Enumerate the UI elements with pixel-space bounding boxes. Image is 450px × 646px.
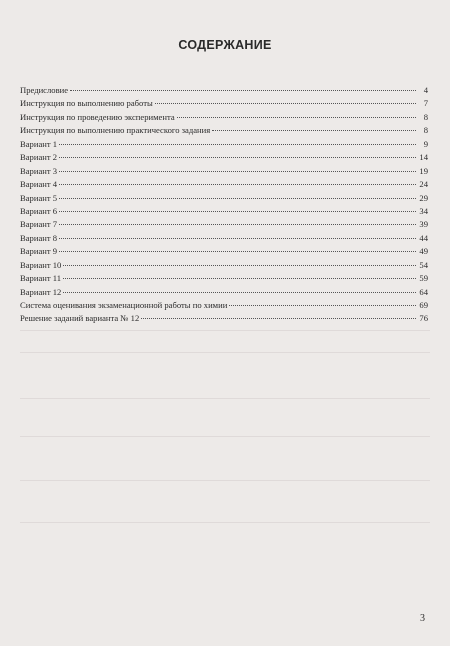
- toc-entry[interactable]: [20, 165, 428, 178]
- toc-entry-label: Система оценивания экзаменационной работы по химии: [20, 300, 228, 310]
- toc-entry[interactable]: [20, 259, 428, 272]
- bleed-through-line: [20, 352, 430, 353]
- toc-entry-page: 49: [419, 246, 428, 257]
- toc-entry-label: Вариант 11: [20, 273, 62, 284]
- toc-entry-page: 8: [423, 111, 428, 122]
- toc-entry-page: 76: [419, 313, 428, 324]
- toc-leader-dots: [59, 238, 416, 239]
- toc-leader-dots: [59, 211, 416, 212]
- toc-entry-label: Инструкция по выполнению практического задания: [20, 125, 211, 136]
- toc-entry-label: Инструкция по выполнению работы: [20, 98, 153, 109]
- toc-entry-page: 14: [419, 152, 428, 163]
- toc-entry[interactable]: [20, 232, 428, 245]
- toc-entry[interactable]: [20, 178, 428, 191]
- toc-entry-label: Вариант 8: [20, 232, 58, 243]
- toc-entry-label: Вариант 1: [20, 138, 58, 149]
- toc-entry[interactable]: [20, 138, 428, 151]
- toc-entry-label: Решение заданий варианта № 12: [20, 313, 140, 324]
- toc-entry-page: 19: [419, 165, 428, 176]
- toc-entry-label: Инструкция по проведению эксперимента: [20, 111, 175, 122]
- toc-entry-label: Вариант 3: [20, 165, 58, 176]
- toc-entry[interactable]: [20, 286, 428, 299]
- toc-leader-dots: [70, 90, 416, 91]
- toc-entry-label: Вариант 6: [20, 205, 58, 216]
- toc-entry-page: 54: [419, 259, 428, 270]
- toc-leader-dots: [177, 117, 416, 118]
- toc-leader-dots: [63, 265, 416, 266]
- toc-entry-label: Вариант 2: [20, 152, 58, 163]
- toc-entry-page: 24: [419, 179, 428, 190]
- toc-entry[interactable]: [20, 205, 428, 218]
- toc-leader-dots: [63, 292, 416, 293]
- bleed-through-line: [20, 436, 430, 437]
- toc-leader-dots: [59, 171, 416, 172]
- toc-leader-dots: [59, 184, 416, 185]
- toc-entry-label: Вариант 12: [20, 286, 62, 297]
- toc-entry-label: Вариант 10: [20, 259, 62, 270]
- bleed-through-line: [20, 398, 430, 399]
- toc-entry-page: 64: [419, 286, 428, 297]
- toc-entry[interactable]: [20, 272, 428, 285]
- toc-entry-page: 39: [419, 219, 428, 230]
- toc-entry[interactable]: [20, 192, 428, 205]
- toc-entry-page: 8: [423, 125, 428, 136]
- toc-entry-label: Вариант 9: [20, 246, 58, 257]
- toc-leader-dots: [59, 157, 416, 158]
- toc-entry[interactable]: [20, 111, 428, 124]
- toc-leader-dots: [212, 130, 416, 131]
- bleed-through-line: [20, 480, 430, 481]
- toc-leader-dots: [59, 198, 416, 199]
- toc-leader-dots: [141, 318, 416, 319]
- toc-entry-page: 44: [419, 232, 428, 243]
- toc-leader-dots: [59, 251, 416, 252]
- toc-entry-page: 9: [423, 138, 428, 149]
- bleed-through-line: [20, 522, 430, 523]
- toc-entry[interactable]: [20, 84, 428, 97]
- toc-leader-dots: [229, 305, 416, 306]
- bleed-through-line: [20, 330, 430, 331]
- toc-entry[interactable]: [20, 245, 428, 258]
- toc-entry-label: Предисловие: [20, 85, 69, 95]
- toc-entry-label: Вариант 4: [20, 179, 58, 190]
- toc-entry-page: 4: [423, 85, 428, 95]
- toc-entry[interactable]: [20, 299, 428, 312]
- toc-entry-page: 34: [419, 205, 428, 216]
- toc-entry-label: Вариант 7: [20, 219, 58, 230]
- page-title: СОДЕРЖАНИЕ: [178, 38, 272, 52]
- toc-entry[interactable]: [20, 97, 428, 110]
- toc-entry[interactable]: [20, 312, 428, 325]
- toc-leader-dots: [155, 103, 416, 104]
- toc-leader-dots: [63, 278, 416, 279]
- table-of-contents: [20, 84, 428, 326]
- toc-entry[interactable]: [20, 218, 428, 231]
- toc-entry[interactable]: [20, 151, 428, 164]
- toc-entry-page: 69: [419, 300, 428, 310]
- page-number: 3: [420, 613, 425, 624]
- toc-entry-page: 7: [423, 98, 428, 109]
- toc-leader-dots: [59, 144, 416, 145]
- toc-entry-label: Вариант 5: [20, 192, 58, 203]
- toc-entry[interactable]: [20, 124, 428, 137]
- toc-entry-page: 29: [419, 192, 428, 203]
- toc-leader-dots: [59, 224, 416, 225]
- toc-entry-page: 59: [419, 273, 428, 284]
